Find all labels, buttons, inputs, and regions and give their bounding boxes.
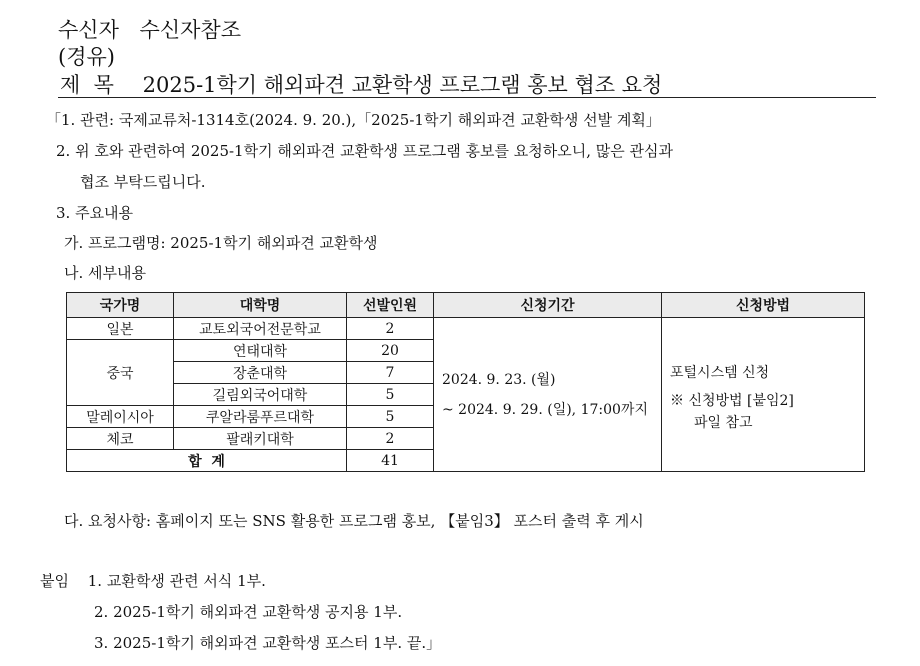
count-cell: 5 [347, 384, 434, 406]
table-header-row [67, 293, 865, 318]
recipient-label: 수신자 [58, 18, 119, 42]
period-start: 2024. 9. 23. (월) [442, 371, 556, 388]
count-cell: 5 [347, 406, 434, 428]
subject-label: 제 목 [60, 73, 114, 97]
attachment-item-3: 3. 2025-1학기 해외파견 교환학생 포스터 1부. 끝.」 [94, 634, 442, 652]
total-value: 41 [347, 450, 434, 472]
col-header-method: 신청방법 [662, 293, 865, 318]
recipient-value: 수신자참조 [139, 18, 241, 42]
application-method-cell [662, 318, 865, 472]
university-cell: 장춘대학 [174, 362, 347, 384]
method-line-3: 파일 참고 [694, 414, 753, 431]
recipient-row [58, 14, 241, 44]
university-cell: 연태대학 [174, 340, 347, 362]
country-cell: 중국 [67, 340, 174, 406]
country-cell: 일본 [67, 318, 174, 340]
item-3-details: 나. 세부내용 [64, 264, 146, 282]
method-line-2: ※ 신청방법 [붙임2] [670, 392, 794, 409]
item-3-heading: 3. 주요내용 [56, 204, 134, 222]
col-header-period: 신청기간 [434, 293, 662, 318]
item-1: 「1. 관련: 국제교류처-1314호(2024. 9. 20.),「2025-1학기 해외파견 교환학생 선발 계획」 [46, 111, 661, 129]
country-cell: 체코 [67, 428, 174, 450]
attachment-row-1 [40, 570, 266, 591]
university-cell: 길림외국어대학 [174, 384, 347, 406]
item-3-request: 다. 요청사항: 홈페이지 또는 SNS 활용한 프로그램 홍보, 【붙임3】 포스터 출력 후 게시 [64, 512, 644, 530]
col-header-country: 국가명 [67, 293, 174, 318]
period-end: ~ 2024. 9. 29. (일), 17:00까지 [442, 401, 648, 418]
attachment-label: 붙임 [40, 572, 69, 590]
subject-row [60, 69, 662, 99]
university-cell: 교토외국어전문학교 [174, 318, 347, 340]
count-cell: 7 [347, 362, 434, 384]
total-label: 합 계 [67, 450, 347, 472]
attachment-item-1: 1. 교환학생 관련 서식 1부. [87, 572, 266, 590]
col-header-count: 선발인원 [347, 293, 434, 318]
university-cell: 쿠알라룸푸르대학 [174, 406, 347, 428]
application-period-cell [434, 318, 662, 472]
count-cell: 20 [347, 340, 434, 362]
count-cell: 2 [347, 318, 434, 340]
header-divider [58, 97, 876, 98]
item-2-line1: 2. 위 호와 관련하여 2025-1학기 해외파견 교환학생 프로그램 홍보를 요청하오니, 많은 관심과 [56, 142, 673, 160]
count-cell: 2 [347, 428, 434, 450]
subject-value: 2025-1학기 해외파견 교환학생 프로그램 홍보 협조 요청 [142, 73, 663, 97]
country-cell: 말레이시아 [67, 406, 174, 428]
via-label: (경유) [58, 45, 115, 69]
method-line-1: 포털시스템 신청 [670, 364, 770, 381]
attachment-item-2: 2. 2025-1학기 해외파견 교환학생 공지용 1부. [94, 603, 403, 621]
item-3-program: 가. 프로그램명: 2025-1학기 해외파견 교환학생 [64, 234, 378, 252]
col-header-university: 대학명 [174, 293, 347, 318]
university-cell: 팔래키대학 [174, 428, 347, 450]
item-2-line2: 협조 부탁드립니다. [80, 173, 206, 191]
table-row [67, 318, 865, 340]
exchange-program-table [66, 292, 865, 472]
